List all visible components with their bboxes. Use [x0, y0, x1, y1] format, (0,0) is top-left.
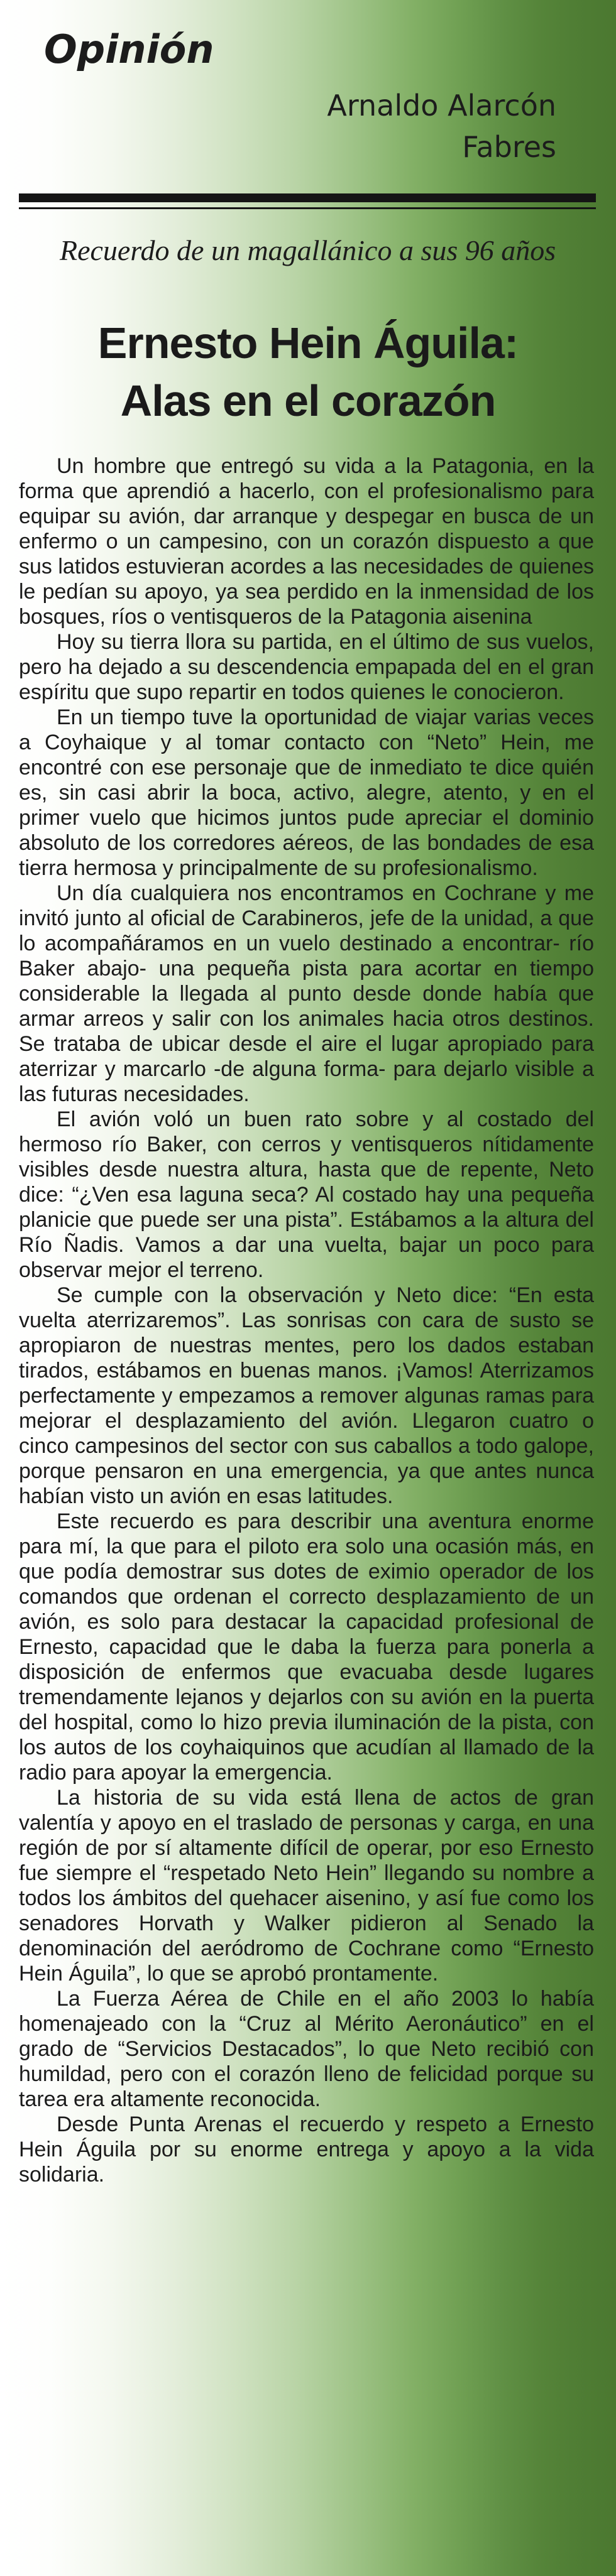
body-paragraph: Desde Punta Arenas el recuerdo y respeto a Ernesto Hein Águila por su enorme entrega y apoyo a la vida solidaria.: [19, 2112, 594, 2187]
body-paragraph: En un tiempo tuve la oportunidad de viajar varias veces a Coyhaique y al tomar contacto con “Neto” Hein, me encontré con ese personaje que de inmediato te dice quién es, sin casi abrir la boca, activo, alegre, atento, y en el primer vuelo que hicimos juntos pude apreciar el dominio absoluto de los corredores aéreos, de las bondades de esa tierra hermosa y principalmente de su profesionalismo.: [19, 705, 594, 880]
author-name-line1: Arnaldo Alarcón: [327, 89, 556, 122]
header-rule-thick: [19, 193, 596, 202]
section-label: Opinión: [44, 26, 214, 72]
body-paragraph: Este recuerdo es para describir una aventura enorme para mí, la que para el piloto era solo una ocasión más, en que podía demostrar sus dotes de eximio operador de los comandos que ordenan el correcto desplazamiento de un avión, es solo para destacar la capacidad profesional de Ernesto, capacidad que le daba la fuerza para ponerla a disposición de enfermos que evacuaba desde lugares tremendamente lejanos y dejarlos con su avión en la puerta del hospital, como lo hizo previa iluminación de la pista, con los autos de los coyhaiquinos que acudían al llamado de la radio para apoyar la emergencia.: [19, 1509, 594, 1785]
body-paragraph: La Fuerza Aérea de Chile en el año 2003 lo había homenajeado con la “Cruz al Mérito Aeronáutico” en el grado de “Servicios Destacados”, lo que Neto recibió con humildad, pero con el corazón lleno de felicidad porque su tarea era altamente reconocida.: [19, 1987, 594, 2111]
body-paragraph: Un día cualquiera nos encontramos en Cochrane y me invitó junto al oficial de Carabineros, jefe de la unidad, a que lo acompañáramos en un vuelo destinado a encontrar- río Baker abajo- una pequeña pista para acortar en tiempo considerable la llegada al punto desde donde había que armar arreos y salir con los animales hacia otros destinos. Se trataba de ubicar desde el aire el lugar apropiado para aterrizar y marcarlo -de alguna forma- para dejarlo visible a las futuras necesidades.: [19, 881, 594, 1106]
body-paragraph: Se cumple con la observación y Neto dice: “En esta vuelta aterrizaremos”. Las sonrisas con cara de susto se apropiaron de nuestras mentes, pero los dados estaban tirados, estábamos en buenas manos. ¡Vamos! Aterrizamos perfectamente y empezamos a remover algunas ramas para mejorar el desplazamiento del avión. Llegaron cuatro o cinco campesinos del sector con sus caballos a todo galope, porque pensaron en una emergencia, ya que antes nunca habían visto un avión en esas latitudes.: [19, 1283, 594, 1508]
header-rule-thin: [19, 207, 596, 209]
body-paragraph: El avión voló un buen rato sobre y al costado del hermoso río Baker, con cerros y ventisqueros nítidamente visibles desde nuestra altura, hasta que de repente, Neto dice: “¿Ven esa laguna seca? Al costado hay una pequeña planicie que puede ser una pista”. Estábamos a la altura del Río Ñadis. Vamos a dar una vuelta, bajar un poco para observar mejor el terreno.: [19, 1107, 594, 1282]
author-byline: [305, 85, 556, 168]
article-body: [19, 454, 594, 2187]
body-paragraph: Un hombre que entregó su vida a la Patagonia, en la forma que aprendió a hacerlo, con el profesionalismo para equipar su avión, dar arranque y despegar en busca de un enfermo o un campesino, con un corazón dispuesto a que sus latidos estuvieran acordes a las necesidades de quienes le pedían su apoyo, ya sea perdido en la inmensidad de los bosques, ríos o ventisqueros de la Patagonia aisenina: [19, 454, 594, 629]
article-kicker: Recuerdo de un magallánico a sus 96 años: [60, 234, 556, 266]
body-paragraph: La historia de su vida está llena de actos de gran valentía y apoyo en el traslado de personas y carga, en una región de por sí altamente difícil de operar, por eso Ernesto fue siempre el “respetado Neto Hein” llegando su nombre a todos los ámbitos del quehacer aisenino, y así fue como los senadores Horvath y Walker pidieron al Senado la denominación del aeródromo de Cochrane como “Ernesto Hein Águila”, lo que se aprobó prontamente.: [19, 1786, 594, 1986]
article-title: [38, 314, 578, 430]
author-name-line2: Fabres: [462, 130, 556, 164]
article-title-line2: Alas en el corazón: [120, 376, 496, 425]
article-title-line1: Ernesto Hein Águila:: [97, 318, 519, 367]
body-paragraph: Hoy su tierra llora su partida, en el último de sus vuelos, pero ha dejado a su descendencia empapada del en el gran espíritu que supo repartir en todos quienes le conocieron.: [19, 630, 594, 704]
